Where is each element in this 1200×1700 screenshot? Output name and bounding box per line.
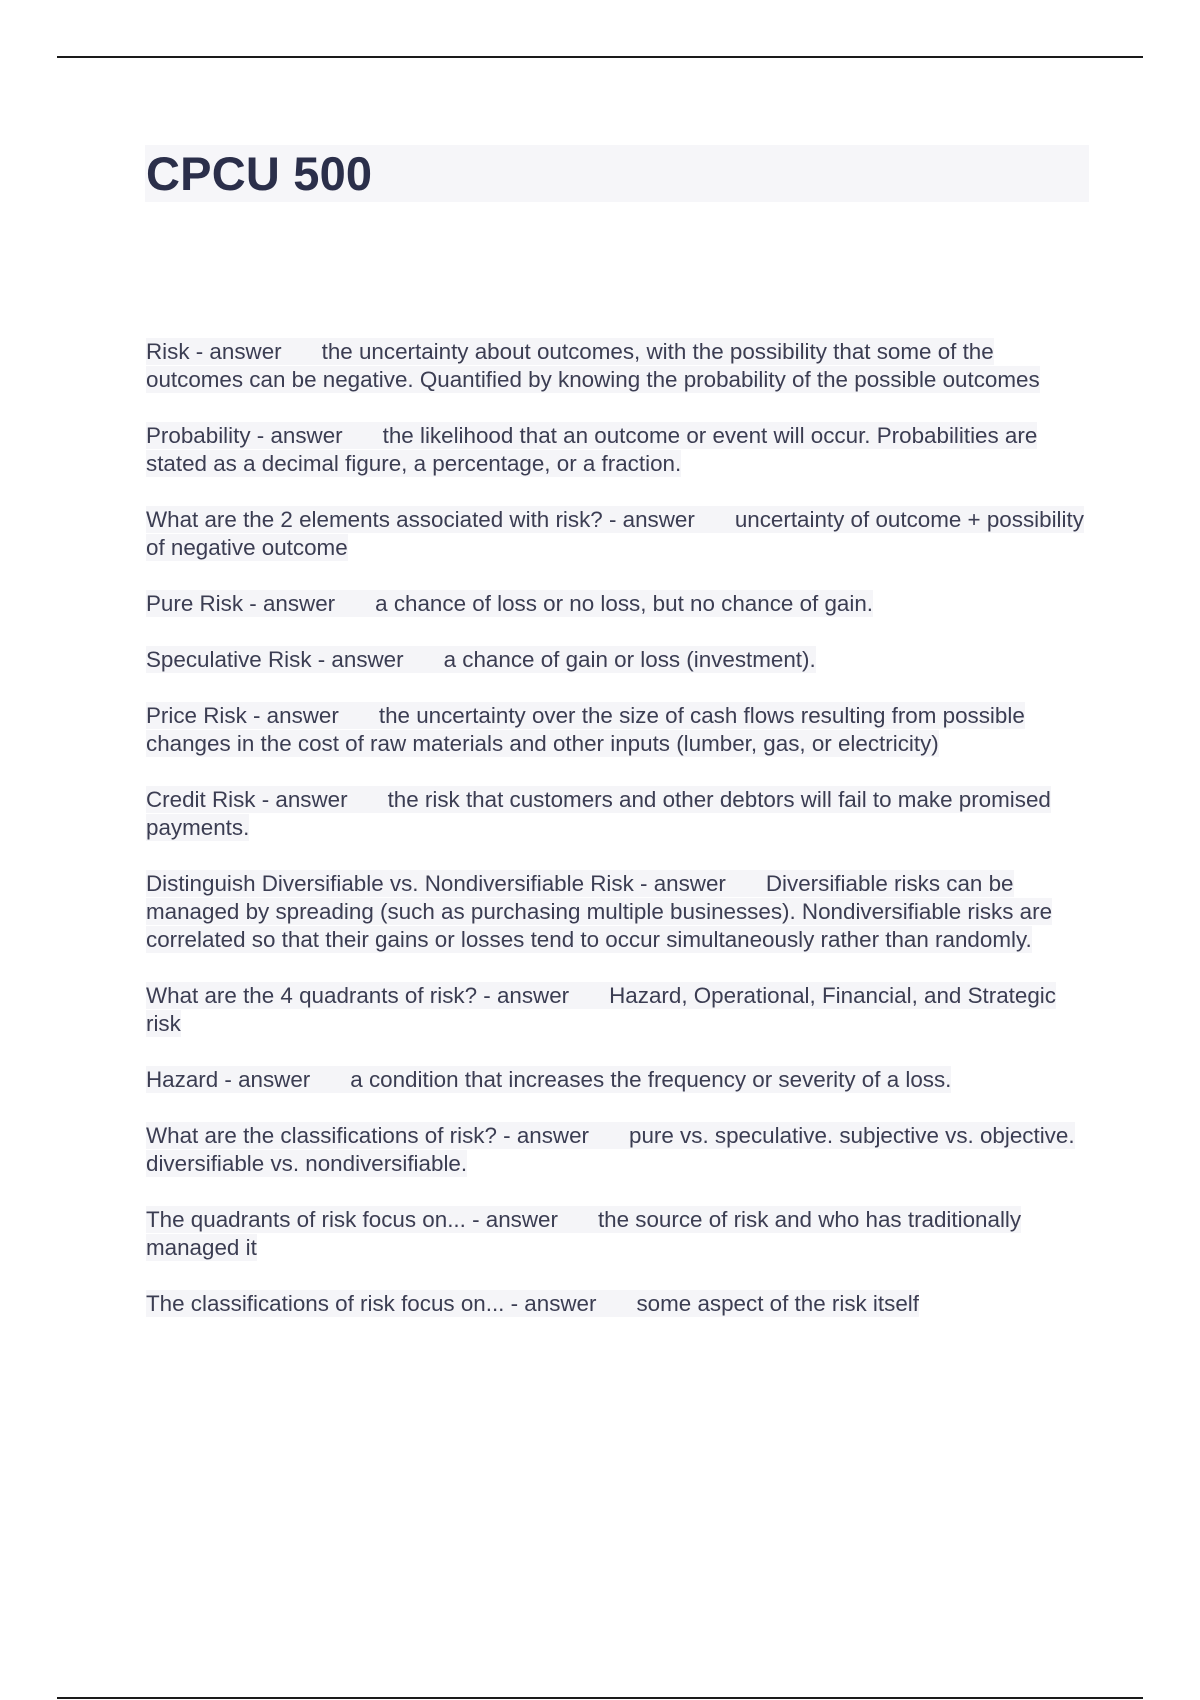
qa-item bbox=[146, 1290, 1092, 1318]
page-title: CPCU 500 bbox=[146, 147, 373, 200]
qa-answer: a chance of gain or loss (investment). bbox=[443, 647, 816, 672]
qa-answer: the uncertainty over the size of cash flows resulting from possible changes in the cost of raw materials and other inputs (lumber, gas, or electricity) bbox=[146, 703, 1025, 756]
qa-answer: a condition that increases the frequency or severity of a loss. bbox=[350, 1067, 952, 1092]
qa-item bbox=[146, 786, 1092, 842]
qa-answer: Diversifiable risks can be managed by spreading (such as purchasing multiple businesses). Nondiversifiable risks are correlated so that their gains or losses tend to occur simultaneously rather than randomly. bbox=[146, 871, 1053, 952]
qa-question: Speculative Risk - answer bbox=[146, 647, 404, 672]
header-rule bbox=[57, 56, 1143, 58]
qa-question: Price Risk - answer bbox=[146, 703, 339, 728]
qa-answer: the source of risk and who has traditionally managed it bbox=[146, 1207, 1022, 1260]
qa-question: Probability - answer bbox=[146, 423, 343, 448]
qa-answer: Hazard, Operational, Financial, and Strategic risk bbox=[146, 983, 1056, 1036]
qa-question: Credit Risk - answer bbox=[146, 787, 348, 812]
qa-item bbox=[146, 1066, 1092, 1094]
qa-question: Distinguish Diversifiable vs. Nondiversifiable Risk - answer bbox=[146, 871, 726, 896]
qa-answer: the uncertainty about outcomes, with the possibility that some of the outcomes can be negative. Quantified by knowing the probability of the possible outcomes bbox=[146, 339, 1040, 392]
qa-answer: some aspect of the risk itself bbox=[636, 1291, 919, 1316]
qa-item bbox=[146, 702, 1092, 758]
qa-question: What are the 2 elements associated with risk? - answer bbox=[146, 507, 695, 532]
footer-rule bbox=[57, 1697, 1143, 1699]
qa-question: Pure Risk - answer bbox=[146, 591, 336, 616]
qa-answer: the risk that customers and other debtors will fail to make promised payments. bbox=[146, 787, 1051, 840]
qa-list bbox=[146, 338, 1092, 1346]
qa-item bbox=[146, 338, 1092, 394]
qa-item bbox=[146, 646, 1092, 674]
qa-item bbox=[146, 982, 1092, 1038]
qa-item bbox=[146, 1122, 1092, 1178]
qa-item bbox=[146, 870, 1092, 954]
qa-item bbox=[146, 422, 1092, 478]
qa-question: What are the 4 quadrants of risk? - answer bbox=[146, 983, 570, 1008]
qa-question: The quadrants of risk focus on... - answer bbox=[146, 1207, 558, 1232]
qa-question: Risk - answer bbox=[146, 339, 282, 364]
qa-answer: the likelihood that an outcome or event will occur. Probabilities are stated as a decimal figure, a percentage, or a fraction. bbox=[146, 423, 1038, 476]
qa-question: Hazard - answer bbox=[146, 1067, 311, 1092]
qa-answer: uncertainty of outcome + possibility of negative outcome bbox=[146, 507, 1084, 560]
qa-item bbox=[146, 1206, 1092, 1262]
qa-answer: a chance of loss or no loss, but no chance of gain. bbox=[375, 591, 874, 616]
qa-item bbox=[146, 590, 1092, 618]
qa-answer: pure vs. speculative. subjective vs. objective. diversifiable vs. nondiversifiable. bbox=[146, 1123, 1075, 1176]
qa-question: What are the classifications of risk? - answer bbox=[146, 1123, 590, 1148]
qa-item bbox=[146, 506, 1092, 562]
qa-question: The classifications of risk focus on... - answer bbox=[146, 1291, 597, 1316]
